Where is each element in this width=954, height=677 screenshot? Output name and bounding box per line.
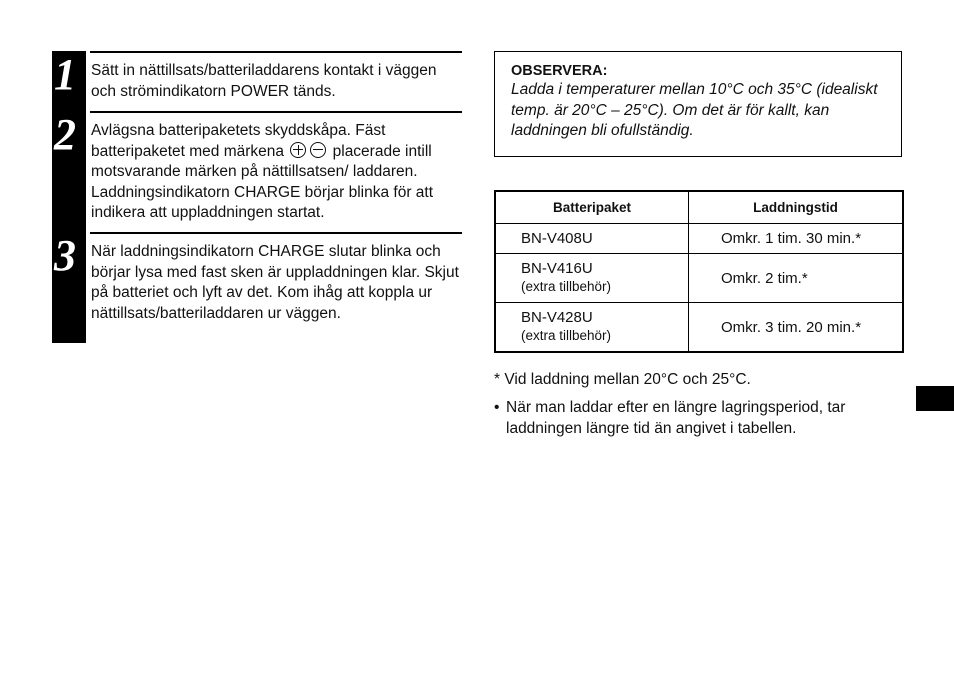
note-body: Ladda i temperaturer mellan 10°C och 35°C (idealiskt temp. är 20°C – 25°C). Om det är för kallt, kan laddningen bli ofullständig. [511,81,878,140]
battery-model: BN-V408U [521,229,593,247]
step-divider [90,51,462,53]
note-title: OBSERVERA: [511,63,608,79]
step-number: 3 [54,231,76,280]
battery-model-cell [495,224,689,254]
plus-circle-icon [290,142,306,158]
bullet-dot: • [494,399,500,416]
step-text-before: Avlägsna batteripaketets skyddskåpa. Fäst batteripaketet med märkena [91,122,386,160]
charge-time-cell: Omkr. 1 tim. 30 min.* [689,224,904,254]
charge-time-cell: Omkr. 2 tim.* [689,254,904,303]
section-tab-marker [916,386,954,411]
step-number-badge [52,51,86,111]
step-number-badge [52,232,86,343]
step-text [91,121,463,224]
minus-circle-icon [310,142,326,158]
step-2 [52,111,462,232]
battery-model: BN-V416U [521,260,593,277]
battery-model: BN-V428U [521,309,593,326]
battery-model-cell [495,303,689,353]
column-header-time: Laddningstid [689,191,904,224]
step-1 [52,51,462,111]
step-number: 2 [54,110,76,159]
step-divider [90,111,462,113]
table-header-row [495,191,903,224]
note-box [494,51,902,157]
step-3 [52,232,462,343]
bullet-note [494,398,904,439]
table-row [495,303,903,353]
step-text-after: placerade intill motsvarande märken på nättillsatsen/ laddaren. Laddningsindikatorn CHARGE börjar blinka för att indikera att uppladdningen startat. [91,142,434,222]
table-row [495,224,903,254]
battery-model-cell [495,254,689,303]
table-footnote: * Vid laddning mellan 20°C och 25°C. [494,371,751,388]
step-number: 1 [54,50,76,99]
step-text: När laddningsindikatorn CHARGE slutar blinka och börjar lysa med fast sken är uppladdningen klar. Skjut på batteriet och lyft av det. Kom ihåg att koppla ur nättillsats/batteriladdaren ur väggen. [91,243,459,322]
battery-model-note: (extra tillbehör) [521,328,612,343]
step-divider [90,232,462,234]
step-number-badge [52,111,86,232]
charging-time-table [494,190,904,353]
battery-model-note: (extra tillbehör) [521,279,612,294]
charge-time-cell: Omkr. 3 tim. 20 min.* [689,303,904,353]
bullet-text: När man laddar efter en längre lagringsperiod, tar laddningen längre tid än angivet i tabellen. [506,399,846,437]
column-header-battery: Batteripaket [495,191,689,224]
step-text: Sätt in nättillsats/batteriladdarens kontakt i väggen och strömindikatorn POWER tänds. [91,62,437,100]
table-row [495,254,903,303]
